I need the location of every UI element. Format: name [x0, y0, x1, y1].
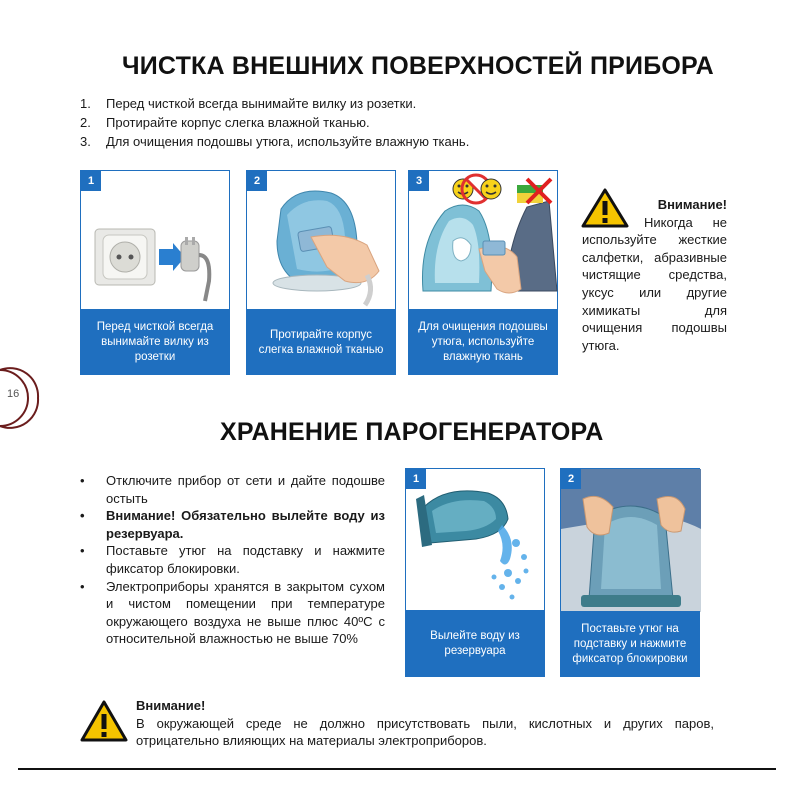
warning-heading: Внимание!: [136, 698, 206, 713]
sponge-cross-icon: [515, 177, 553, 207]
step3-caption: Для очищения подошвы утюга, используйте влажную ткань: [408, 310, 558, 375]
step-number: 3.: [80, 134, 91, 149]
step-number: 2.: [80, 115, 91, 130]
step-text: Протирайте корпус слегка влажной тканью.: [106, 115, 370, 130]
step-text: Для очищения подошвы утюга, используйте влажную ткань.: [106, 134, 470, 149]
step-badge: 1: [81, 171, 101, 191]
step-text: Перед чисткой всегда вынимайте вилку из розетки.: [106, 96, 417, 111]
step-badge: 2: [247, 171, 267, 191]
cleaning-warning: [582, 196, 727, 354]
page-number: 16: [7, 388, 20, 400]
warning-text: В окружающей среде не должно присутствовать пыли, кислотных и других паров, отрицательно влияющих на материалы электроприборов.: [136, 715, 714, 748]
step-badge: 2: [561, 469, 581, 489]
list-item: [80, 542, 385, 577]
list-item: [80, 94, 469, 113]
storage-step1-card: [405, 468, 545, 611]
list-item: [80, 472, 385, 507]
bullet-text: Внимание! Обязательно вылейте воду из резервуара.: [106, 508, 385, 541]
bullet-text: Отключите прибор от сети и дайте подошве остыть: [106, 473, 385, 506]
storage-step1-caption: Вылейте воду из резервуара: [405, 611, 545, 677]
list-item: [80, 113, 469, 132]
pour-water-illustration: [406, 469, 546, 612]
warning-triangle-icon: [80, 700, 128, 742]
warning-heading: Внимание!: [657, 197, 727, 212]
step1-caption: Перед чисткой всегда вынимайте вилку из розетки: [80, 310, 230, 375]
storage-step2-caption: Поставьте утюг на подставку и нажмите фиксатор блокировки: [560, 611, 700, 677]
step-number: 1.: [80, 96, 91, 111]
step2-caption: Протирайте корпус слегка влажной тканью: [246, 310, 396, 375]
bullet: •: [80, 578, 85, 594]
socket-plug-illustration: [81, 171, 231, 311]
step3-card: [408, 170, 558, 310]
stand-lock-illustration: [561, 469, 701, 612]
bullet: •: [80, 543, 85, 559]
no-smiley-icon: [447, 173, 505, 205]
storage-instructions-list: [80, 472, 385, 648]
bullet-text: Поставьте утюг на подставку и нажмите фиксатор блокировки.: [106, 543, 385, 576]
bullet-text: Электроприборы хранятся в закрытом сухом и чистом помещении при температуре окружающего воздуха не выше плюс 40ºС с относительной влажностью не выше 70%: [106, 578, 385, 647]
warning-text: Никогда не используйте жесткие салфетки, абразивные чистящие средства, уксус или другие химикаты для очищения подошвы утюга.: [582, 214, 727, 353]
bullet: •: [80, 508, 85, 524]
bullet: •: [80, 473, 85, 488]
section2-title: ХРАНЕНИЕ ПАРОГЕНЕРАТОРА: [220, 418, 604, 446]
section1-title: ЧИСТКА ВНЕШНИХ ПОВЕРХНОСТЕЙ ПРИБОРА: [122, 52, 714, 80]
list-item: [80, 578, 385, 648]
step-badge: 3: [409, 171, 429, 191]
cleaning-steps-list: [80, 94, 469, 151]
list-item: [80, 507, 385, 542]
page-divider: [18, 768, 776, 770]
storage-step2-card: [560, 468, 700, 611]
environment-warning: [136, 697, 714, 750]
step1-card: [80, 170, 230, 310]
wiping-iron-illustration: [247, 171, 397, 311]
step2-card: [246, 170, 396, 310]
step-badge: 1: [406, 469, 426, 489]
list-item: [80, 132, 469, 151]
